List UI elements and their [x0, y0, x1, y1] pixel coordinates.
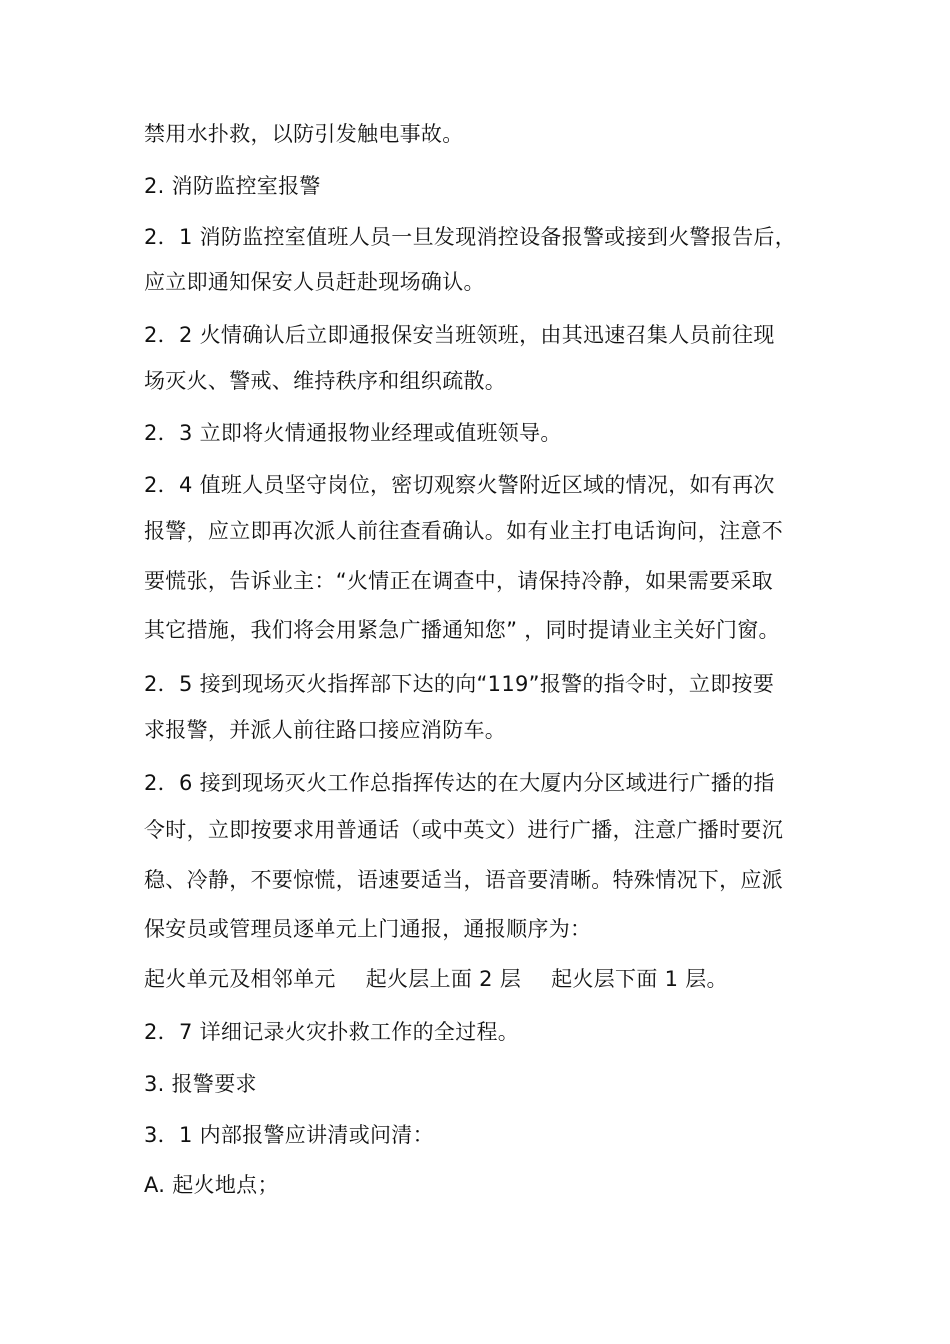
paragraph-line: 报警，应立即再次派人前往查看确认。如有业主打电话询问，注意不: [144, 519, 783, 543]
list-item: A. 起火地点；: [144, 1173, 279, 1197]
paragraph-line: 2．1 消防监控室值班人员一旦发现消控设备报警或接到火警报告后，: [144, 225, 796, 249]
sequence-step-2: 起火层上面 2 层: [365, 967, 522, 991]
section-heading: 3. 报警要求: [144, 1072, 257, 1096]
paragraph-line: 2．7 详细记录火灾扑救工作的全过程。: [144, 1020, 520, 1044]
paragraph-line: 应立即通知保安人员赶赴现场确认。: [144, 270, 485, 294]
paragraph-line: 场灭火、警戒、维持秩序和组织疏散。: [144, 369, 507, 393]
paragraph-line: 禁用水扑救，以防引发触电事故。: [144, 122, 464, 146]
paragraph-line: 稳、冷静，不要惊慌，语速要适当，语音要清晰。特殊情况下，应派: [144, 868, 783, 892]
paragraph-line: 保安员或管理员逐单元上门通报，通报顺序为：: [144, 917, 592, 941]
paragraph-line: 令时，立即按要求用普通话（或中英文）进行广播，注意广播时要沉: [144, 818, 783, 842]
sequence-step-3: 起火层下面 1 层。: [551, 967, 728, 991]
paragraph-line: 求报警，并派人前往路口接应消防车。: [144, 718, 507, 742]
paragraph-line: 2．4 值班人员坚守岗位，密切观察火警附近区域的情况，如有再次: [144, 473, 775, 497]
paragraph-line: 2．3 立即将火情通报物业经理或值班领导。: [144, 421, 562, 445]
sequence-step-1: 起火单元及相邻单元: [144, 967, 336, 991]
paragraph-line: 其它措施，我们将会用紧急广播通知您” ，同时提请业主关好门窗。: [144, 618, 780, 642]
paragraph-line: 3．1 内部报警应讲清或问清：: [144, 1123, 434, 1147]
section-heading: 2. 消防监控室报警: [144, 174, 321, 198]
notification-sequence: [144, 964, 814, 994]
paragraph-line: 要慌张，告诉业主：“火情正在调查中，请保持冷静，如果需要采取: [144, 569, 773, 593]
paragraph-line: 2．2 火情确认后立即通报保安当班领班，由其迅速召集人员前往现: [144, 323, 775, 347]
paragraph-line: 2．5 接到现场灭火指挥部下达的向“119”报警的指令时，立即按要: [144, 672, 775, 696]
paragraph-line: 2．6 接到现场灭火工作总指挥传达的在大厦内分区域进行广播的指: [144, 771, 775, 795]
